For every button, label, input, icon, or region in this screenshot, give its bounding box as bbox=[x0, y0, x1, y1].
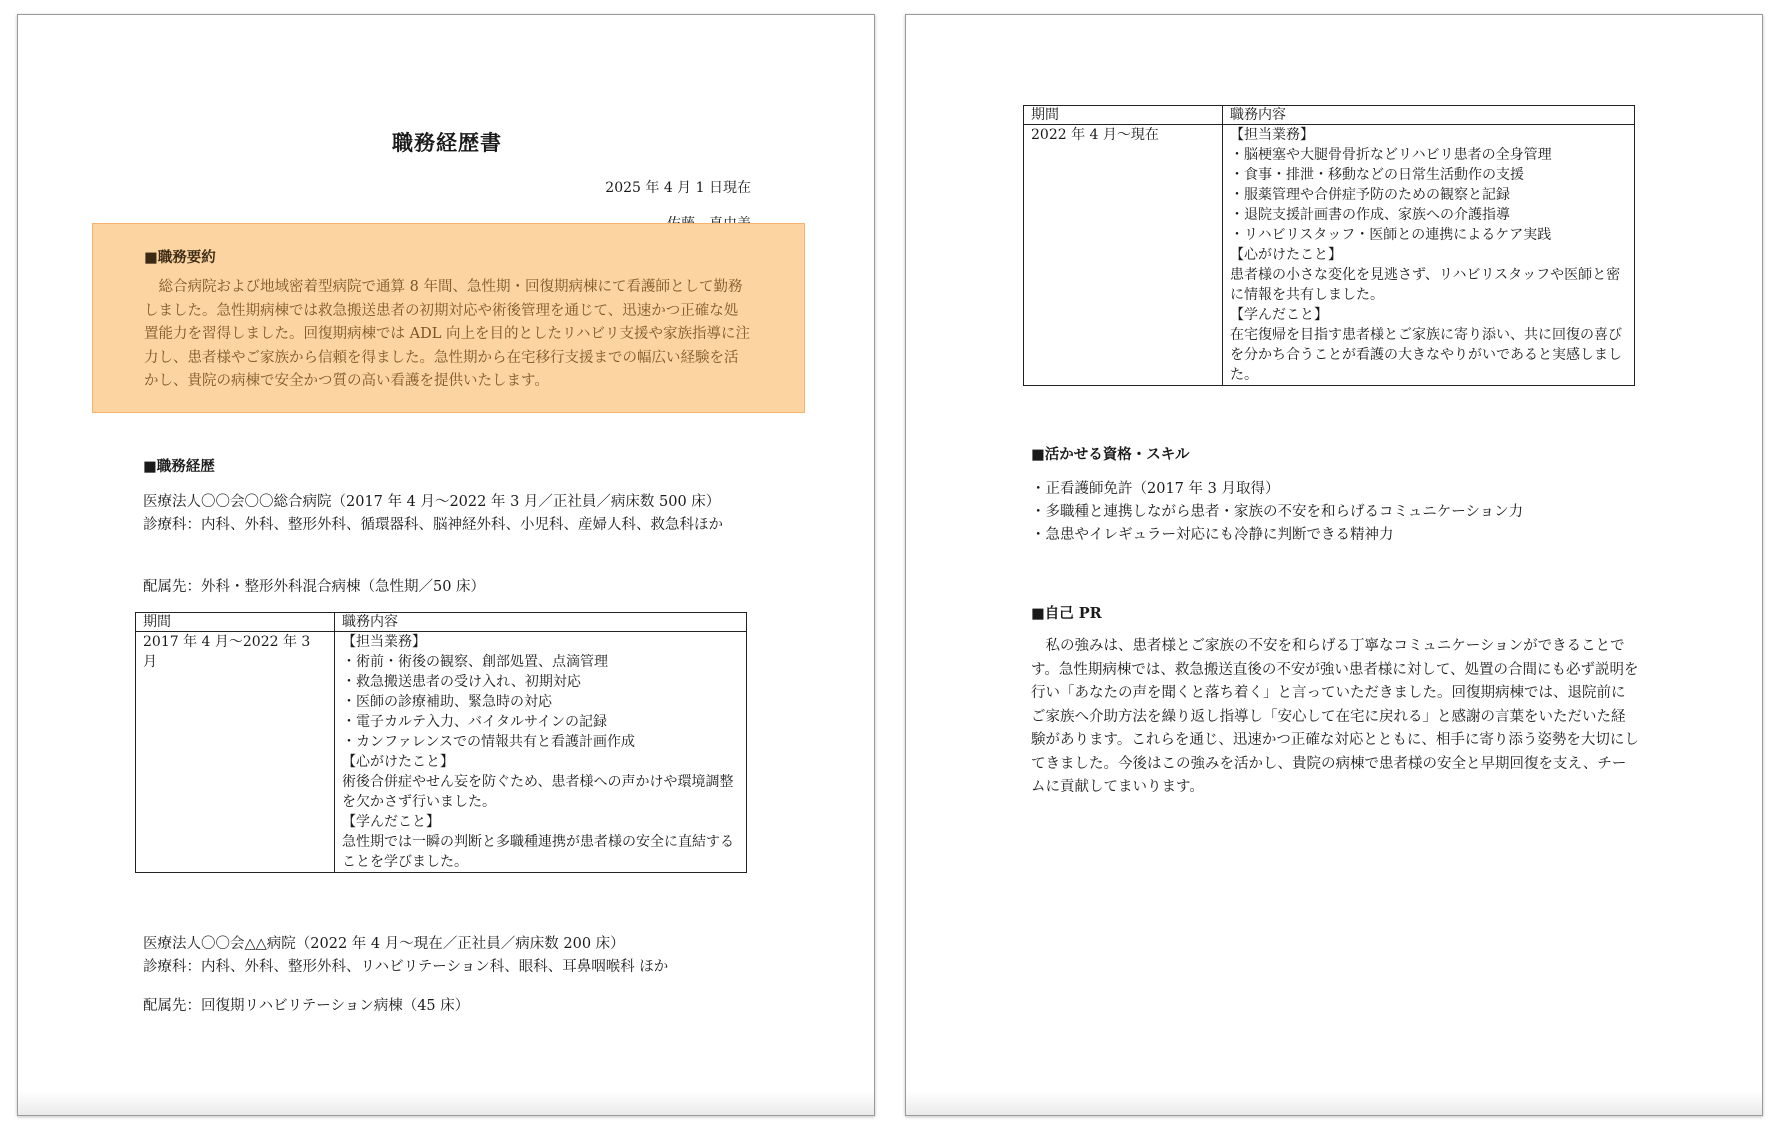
summary-heading: ■職務要約 bbox=[144, 249, 216, 266]
hospital1-assignment: 配属先：外科・整形外科混合病棟（急性期／50 床） bbox=[143, 579, 486, 595]
col-content-header: 職務内容 bbox=[335, 613, 747, 632]
work-history-table-2 bbox=[1023, 105, 1635, 386]
content-line: 【担当業務】 bbox=[1230, 127, 1314, 143]
content-line: ・脳梗塞や大腿骨骨折などリハビリ患者の全身管理 bbox=[1230, 147, 1552, 163]
period-cell: 2022 年 4 月～現在 bbox=[1024, 125, 1223, 386]
content-line: ・リハビリスタッフ・医師との連携によるケア実践 bbox=[1230, 227, 1552, 243]
content-line: 在宅復帰を目指す患者様とご家族に寄り添い、共に回復の喜びを分かち合うことが看護の大きなやりがいであると実感しました。 bbox=[1230, 327, 1622, 383]
content-line: ・退院支援計画書の作成、家族への介護指導 bbox=[1230, 207, 1510, 223]
content-line: 【学んだこと】 bbox=[1230, 307, 1328, 323]
content-line: ・食事・排泄・移動などの日常生活動作の支援 bbox=[1230, 167, 1524, 183]
content-line: 【心がけたこと】 bbox=[1230, 247, 1342, 263]
content-line: 患者様の小さな変化を見逃さず、リハビリスタッフや医師と密に情報を共有しました。 bbox=[1230, 267, 1621, 303]
hospital1-departments: 診療科：内科、外科、整形外科、循環器科、脳神経外科、小児科、産婦人科、救急科ほか bbox=[143, 517, 723, 533]
content-line: ・カンファレンスでの情報共有と看護計画作成 bbox=[342, 734, 635, 750]
skills-heading: ■活かせる資格・スキル bbox=[1031, 446, 1190, 463]
career-heading: ■職務経歴 bbox=[143, 458, 215, 475]
document-title: 職務経歴書 bbox=[392, 130, 502, 155]
skills-list bbox=[1031, 478, 1523, 547]
content-line: 術後合併症やせん妄を防ぐため、患者様への声かけや環境調整を欠かさず行いました。 bbox=[342, 774, 734, 810]
hospital2-assignment: 配属先：回復期リハビリテーション病棟（45 床） bbox=[143, 998, 470, 1014]
list-item: ・正看護師免許（2017 年 3 月取得） bbox=[1031, 481, 1280, 497]
content-line: 【担当業務】 bbox=[342, 634, 426, 650]
pr-text: 私の強みは、患者様とご家族の不安を和らげる丁寧なコミュニケーションができることです。急性期病棟では、救急搬送直後の不安が強い患者様に対して、処置の合間にも必ず説明を行い「あなたの声を聞くと落ち着く」と言っていただきました。回復期病棟では、退院前にご家族へ介助方法を繰り返し指導し「安心して在宅に戻れる」と感謝の言葉をいただいた経験があります。これらを通じ、迅速かつ正確な対応とともに、相手に寄り添う姿勢を大切にしてきました。今後はこの強みを活かし、貴院の病棟で患者様の安全と早期回復を支え、チームに貢献してまいります。 bbox=[1031, 638, 1639, 795]
col-content-header: 職務内容 bbox=[1223, 106, 1635, 125]
content-cell bbox=[335, 632, 747, 873]
content-cell bbox=[1223, 125, 1635, 386]
document-date: 2025 年 4 月 1 日現在 bbox=[605, 180, 751, 196]
summary-box bbox=[92, 223, 805, 413]
document-page-1 bbox=[17, 14, 875, 1116]
pr-heading: ■自己 PR bbox=[1031, 605, 1102, 622]
content-line: 【学んだこと】 bbox=[342, 814, 440, 830]
document-page-2 bbox=[905, 14, 1763, 1116]
content-line: 急性期では一瞬の判断と多職種連携が患者様の安全に直結することを学びました。 bbox=[342, 834, 734, 870]
summary-text: 総合病院および地域密着型病院で通算 8 年間、急性期・回復期病棟にて看護師として勤務しました。急性期病棟では救急搬送患者の初期対応や術後管理を通じて、迅速かつ正確な処置能力を習得しました。回復期病棟では ADL 向上を目的としたリハビリ支援や家族指導に注力し、患者様やご家族から信頼を得ました。急性期から在宅移行支援までの幅広い経験を活かし、貴院の病棟で安全かつ質の高い看護を提供いたします。 bbox=[144, 279, 751, 389]
content-line: 【心がけたこと】 bbox=[342, 754, 454, 770]
hospital2-name: 医療法人〇〇会△△病院（2022 年 4 月～現在／正社員／病床数 200 床） bbox=[143, 936, 625, 952]
table-header-row bbox=[1024, 106, 1635, 125]
table-row bbox=[1024, 125, 1635, 386]
table-row bbox=[136, 632, 747, 873]
list-item: ・急患やイレギュラー対応にも冷静に判断できる精神力 bbox=[1031, 527, 1394, 543]
col-period-header: 期間 bbox=[136, 613, 335, 632]
hospital1-name: 医療法人〇〇会〇〇総合病院（2017 年 4 月～2022 年 3 月／正社員／病床数 500 床） bbox=[143, 494, 721, 510]
page-shadow bbox=[906, 1091, 1762, 1115]
table-header-row bbox=[136, 613, 747, 632]
hospital2-departments: 診療科：内科、外科、整形外科、リハビリテーション科、眼科、耳鼻咽喉科 ほか bbox=[143, 959, 669, 975]
work-history-table-1 bbox=[135, 612, 747, 873]
col-period-header: 期間 bbox=[1024, 106, 1223, 125]
page-shadow bbox=[18, 1091, 874, 1115]
content-line: ・服薬管理や合併症予防のための観察と記録 bbox=[1230, 187, 1510, 203]
content-line: ・電子カルテ入力、バイタルサインの記録 bbox=[342, 714, 608, 730]
content-line: ・救急搬送患者の受け入れ、初期対応 bbox=[342, 674, 581, 690]
content-line: ・術前・術後の観察、創部処置、点滴管理 bbox=[342, 654, 608, 670]
list-item: ・多職種と連携しながら患者・家族の不安を和らげるコミュニケーション力 bbox=[1031, 504, 1524, 520]
content-line: ・医師の診療補助、緊急時の対応 bbox=[342, 694, 552, 710]
period-cell: 2017 年 4 月～2022 年 3 月 bbox=[136, 632, 335, 873]
